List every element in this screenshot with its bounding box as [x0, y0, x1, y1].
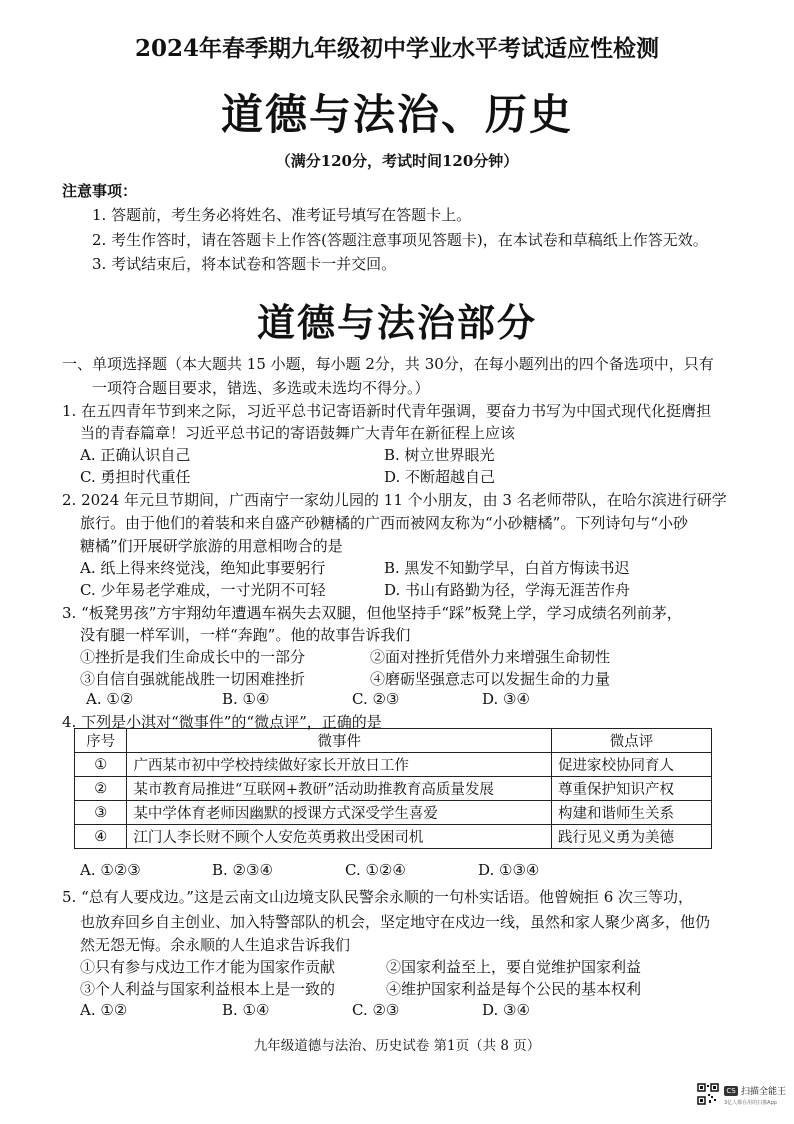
question-1-option-a: A. 正确认识自己: [80, 446, 191, 464]
question-3-statement: ③自信自强就能战胜一切困难挫折: [80, 670, 306, 688]
question-5-stem: 然无怨无悔。余永顺的人生追求告诉我们: [80, 936, 351, 954]
question-3-statement: ④磨砺坚强意志可以发掘生命的力量: [370, 670, 611, 688]
table-cell-number: ①: [75, 753, 127, 777]
question-2-stem: 2. 2024 年元旦节期间，广西南宁一家幼儿园的 11 个小朋友，由 3 名老师带队，在哈尔滨进行研学: [62, 491, 727, 509]
question-1-option-c: C. 勇担时代重任: [80, 468, 191, 486]
section-instruction: 一项符合题目要求，错选、多选或未选均不得分。）: [92, 379, 430, 397]
question-5-stem: 也放弃回乡自主创业、加入特警部队的机会，坚定地守在戍边一线，虽然和家人聚少离多，他仍: [80, 913, 711, 931]
question-1-stem: 当的青春篇章！习近平总书记的寄语鼓舞广大青年在新征程上应该: [80, 424, 516, 442]
question-4-option-a: A. ①②③: [80, 861, 141, 879]
notice-item: 1. 答题前，考生务必将姓名、准考证号填写在答题卡上。: [92, 206, 472, 224]
score-info: （满分120分，考试时间120分钟）: [275, 152, 519, 170]
table-cell-comment: 践行见义勇为美德: [551, 825, 711, 849]
question-1-option-b: B. 树立世界眼光: [384, 446, 495, 464]
table-row: [75, 753, 712, 777]
question-4-option-b: B. ②③④: [212, 861, 273, 879]
question-5-option-b: B. ①④: [222, 1001, 270, 1019]
table-row: [75, 825, 712, 849]
question-5-option-a: A. ①②: [80, 1001, 128, 1019]
notice-title: 注意事项：: [62, 182, 138, 200]
table-header-event: 微事件: [127, 729, 552, 753]
question-1-stem: 1. 在五四青年节到来之际，习近平总书记寄语新时代青年强调，要奋力书写为中国式现代化挺膺担: [62, 402, 712, 420]
table-cell-comment: 构建和谐师生关系: [551, 801, 711, 825]
question-5-statement: ①只有参与戍边工作才能为国家作贡献: [80, 958, 336, 976]
scanner-logo-badge: CS: [724, 1086, 738, 1096]
question-2-stem: 旅行。由于他们的着装和来自盛产砂糖橘的广西而被网友称为“小砂糖橘”。下列诗句与“小砂: [80, 514, 689, 532]
question-5-stem: 5. “总有人要戍边。”这是云南文山边境支队民警余永顺的一句朴实话语。他曾婉拒 6 次三等功，: [62, 888, 694, 906]
question-5-option-c: C. ②③: [352, 1001, 400, 1019]
table-cell-event: 某市教育局推进“互联网+教研”活动助推教育高质量发展: [127, 777, 552, 801]
question-3-option-a: A. ①②: [86, 690, 134, 708]
question-5-statement: ②国家利益至上，要自觉维护国家利益: [386, 958, 642, 976]
table-cell-event: 某中学体育老师因幽默的授课方式深受学生喜爱: [127, 801, 552, 825]
table-cell-number: ③: [75, 801, 127, 825]
question-2-stem: 糖橘”们开展研学旅游的用意相吻合的是: [80, 537, 343, 555]
qr-code-icon: [697, 1083, 719, 1105]
table-header-number: 序号: [75, 729, 127, 753]
question-2-option-c: C. 少年易老学难成，一寸光阴不可轻: [80, 581, 326, 599]
scanner-brand: 扫描全能王: [741, 1087, 787, 1097]
question-4-option-c: C. ①②④: [345, 861, 406, 879]
question-3-statement: ②面对挫折凭借外力来增强生命韧性: [370, 648, 611, 666]
table-cell-comment: 尊重保护知识产权: [551, 777, 711, 801]
table-cell-comment: 促进家校协同育人: [551, 753, 711, 777]
table-cell-event: 广西某市初中学校持续做好家长开放日工作: [127, 753, 552, 777]
question-2-option-b: B. 黑发不知勤学早，白首方悔读书迟: [384, 559, 630, 577]
section-title: 道德与法治部分: [256, 300, 537, 345]
page-footer: 九年级道德与法治、历史试卷 第1页（共 8 页）: [253, 1038, 541, 1054]
notice-item: 2. 考生作答时，请在答题卡上作答(答题注意事项见答题卡)，在本试卷和草稿纸上作答无效。: [92, 231, 708, 249]
question-5-option-d: D. ③④: [482, 1001, 530, 1019]
table-cell-event: 江门人李长财不顾个人安危英勇救出受困司机: [127, 825, 552, 849]
question-2-option-a: A. 纸上得来终觉浅，绝知此事要躬行: [80, 559, 326, 577]
question-3-option-d: D. ③④: [482, 690, 530, 708]
question-1-option-d: D. 不断超越自己: [384, 468, 496, 486]
table-cell-number: ②: [75, 777, 127, 801]
subject-title: 道德与法治、历史: [220, 90, 573, 139]
table-cell-number: ④: [75, 825, 127, 849]
question-3-statement: ①挫折是我们生命成长中的一部分: [80, 648, 306, 666]
notice-item: 3. 考试结束后，将本试卷和答题卡一并交回。: [92, 255, 397, 273]
table-header-row: [75, 729, 712, 753]
question-5-statement: ③个人利益与国家利益根本上是一致的: [80, 980, 336, 998]
question-2-option-d: D. 书山有路勤为径，学海无涯苦作舟: [384, 581, 631, 599]
question-3-option-b: B. ①④: [222, 690, 270, 708]
micro-event-table: [74, 728, 712, 849]
scanner-tagline: 3亿人都在用的扫描App: [724, 1100, 777, 1106]
exam-header-title: 2024年春季期九年级初中学业水平考试适应性检测: [134, 35, 659, 62]
table-header-comment: 微点评: [551, 729, 711, 753]
question-5-statement: ④维护国家利益是每个公民的基本权利: [386, 980, 642, 998]
section-instruction: 一、单项选择题（本大题共 15 小题，每小题 2分，共 30分，在每小题列出的四个备选项中，只有: [62, 355, 714, 373]
question-4-option-d: D. ①③④: [478, 861, 540, 879]
question-4-stem: 4. 下列是小淇对“微事件”的“微点评”，正确的是: [62, 713, 382, 731]
table-row: [75, 777, 712, 801]
question-3-stem: 3. “板凳男孩”方宇翔幼年遭遇车祸失去双腿，但他坚持手“踩”板凳上学，学习成绩名列前茅，: [62, 604, 682, 622]
table-row: [75, 801, 712, 825]
question-3-option-c: C. ②③: [352, 690, 400, 708]
question-3-stem: 没有腿一样军训，一样“奔跑”。他的故事告诉我们: [80, 626, 411, 644]
